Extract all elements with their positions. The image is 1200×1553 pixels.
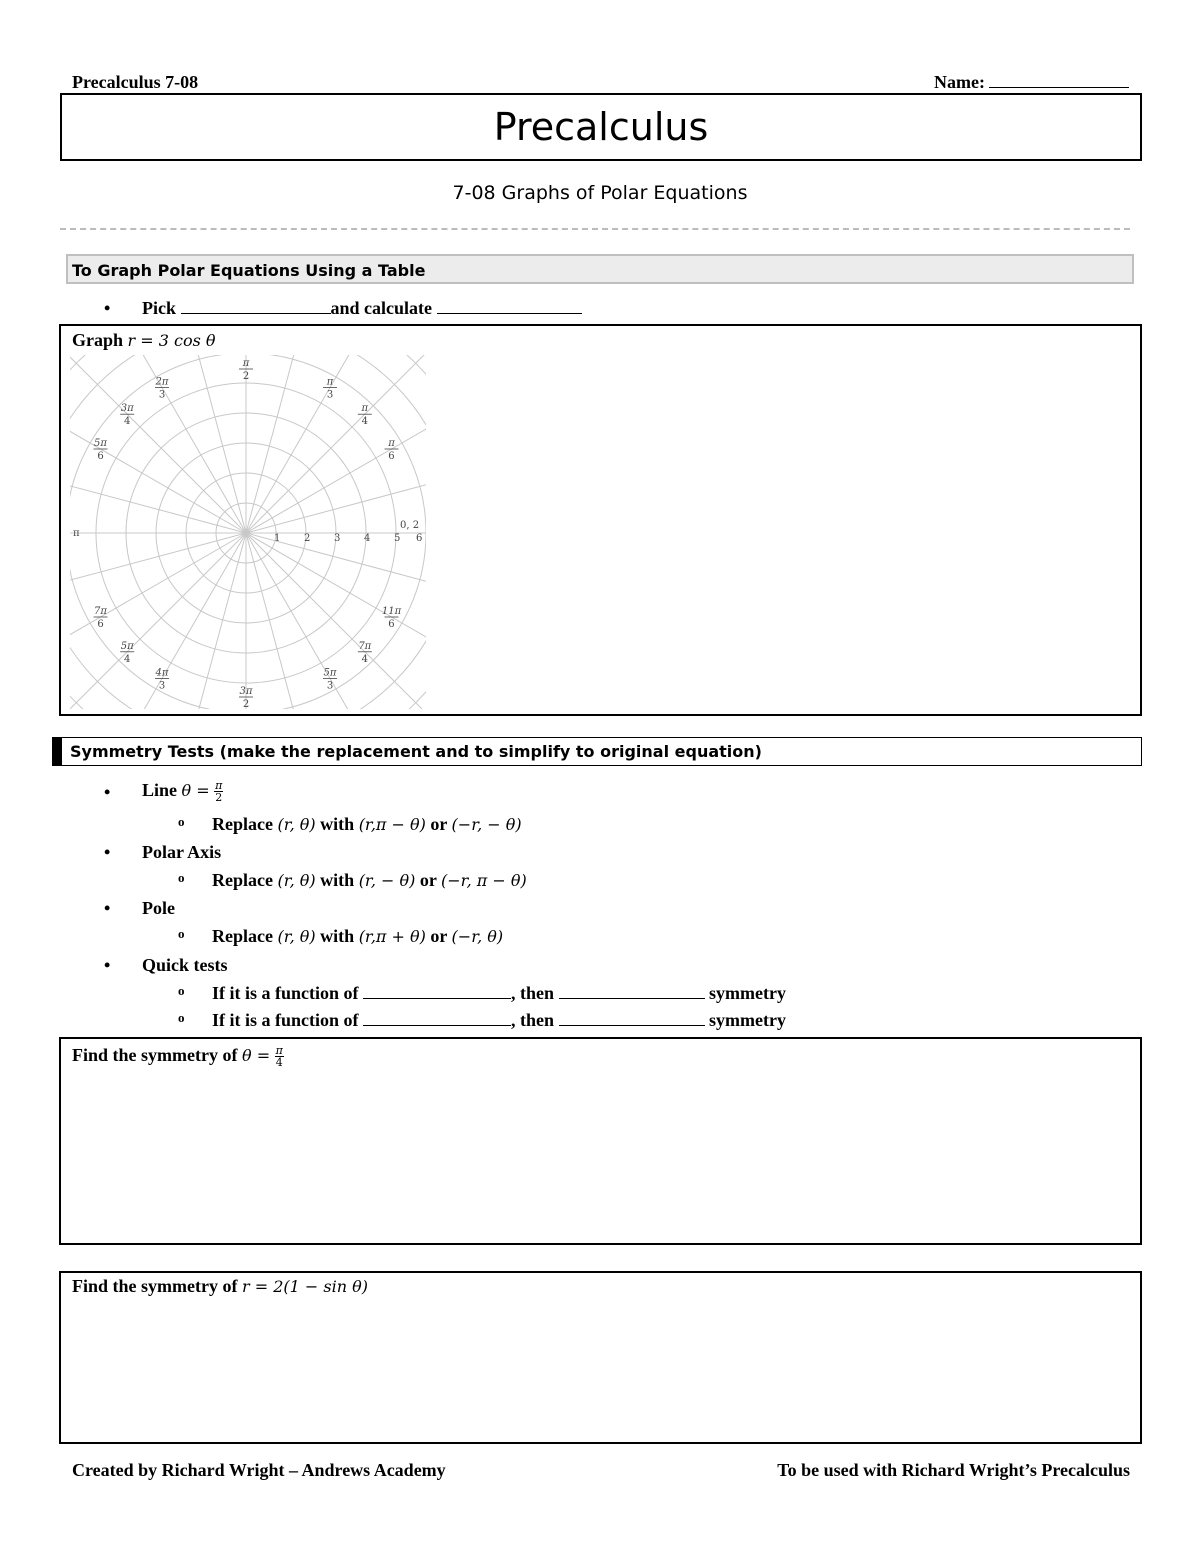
quick-then: , then	[511, 1010, 555, 1030]
with-word: with	[320, 814, 355, 834]
circle-bullet: o	[178, 870, 185, 885]
replace-to: (r,π + θ)	[358, 927, 426, 946]
angle-label-num: 5π	[120, 640, 134, 652]
angle-label	[382, 606, 402, 630]
angle-label-num: 7π	[358, 640, 372, 652]
quick-test-2	[212, 1010, 786, 1031]
replace-from: (r, θ)	[277, 815, 316, 834]
name-label: Name:	[934, 72, 985, 92]
angle-label-den: 6	[388, 451, 395, 462]
angle-label-num: 3π	[239, 686, 253, 697]
replace-to: (r,π − θ)	[358, 815, 426, 834]
angle-label-num: 5π	[323, 667, 337, 679]
name-blank[interactable]	[989, 73, 1129, 88]
circle-bullet: o	[178, 983, 185, 998]
pole-replace	[212, 926, 503, 947]
or-word: or	[430, 814, 448, 834]
angle-label-num: 7π	[94, 606, 107, 617]
name-field[interactable]	[934, 72, 1129, 93]
prompt-eq: r = 2(1 − sin θ)	[241, 1277, 368, 1296]
frac-num: π	[215, 779, 223, 793]
line-test	[142, 780, 223, 803]
angle-label-den: 4	[361, 416, 368, 428]
angle-label-num: π	[388, 438, 395, 449]
pick-label: Pick	[142, 298, 176, 318]
angle-label-num: 11π	[381, 606, 402, 617]
angle-label	[120, 403, 134, 427]
page-title: Precalculus	[60, 93, 1142, 161]
grid-ray	[246, 355, 426, 533]
angle-label	[94, 606, 108, 630]
angle-label-den: 4	[361, 653, 368, 665]
symmetry-blank-1[interactable]	[559, 984, 705, 999]
quick-test-1	[212, 983, 786, 1004]
pick-line	[142, 298, 582, 319]
circle-bullet: o	[178, 926, 185, 941]
quick-suffix: symmetry	[709, 1010, 786, 1030]
quick-tests-label: Quick tests	[142, 955, 228, 975]
bullet-dot: •	[104, 898, 111, 918]
angle-label-num: π	[326, 376, 334, 388]
quick-then: , then	[511, 983, 555, 1003]
angle-label-den: 3	[158, 680, 166, 692]
angle-label	[120, 641, 134, 665]
graph-label	[72, 330, 216, 351]
radial-tick-label: 6	[416, 533, 423, 544]
footer-credit: Created by Richard Wright – Andrews Academy	[72, 1460, 446, 1480]
prompt-prefix: Find the symmetry of	[72, 1276, 238, 1296]
with-word: with	[320, 870, 355, 890]
angle-label-den: 4	[124, 416, 131, 428]
calculate-blank[interactable]	[437, 299, 582, 314]
angle-label	[358, 403, 372, 427]
or-word: or	[419, 870, 437, 890]
course-code: Precalculus 7-08	[72, 72, 199, 92]
pi-angle-label: π	[73, 528, 80, 539]
replace-word: Replace	[212, 814, 273, 834]
angle-label-num: 4π	[155, 667, 169, 679]
angle-label-num: π	[242, 358, 250, 369]
function-blank-2[interactable]	[363, 1011, 511, 1026]
angle-label-den: 3	[158, 389, 166, 401]
angle-label	[358, 641, 372, 665]
radial-tick-label: 1	[274, 533, 281, 544]
quick-prefix: If it is a function of	[212, 1010, 359, 1030]
page-subtitle: 7-08 Graphs of Polar Equations	[452, 182, 748, 204]
or-word: or	[430, 926, 448, 946]
footer-usage: To be used with Richard Wright’s Precalculus	[777, 1460, 1130, 1480]
angle-label-den: 3	[326, 389, 334, 401]
prompt-fraction	[275, 1045, 284, 1068]
frac-den: 4	[275, 1056, 283, 1070]
replace-to: (r, − θ)	[358, 871, 416, 890]
quick-prefix: If it is a function of	[212, 983, 359, 1003]
angle-label-num: 3π	[120, 403, 134, 415]
bullet-dot: •	[104, 782, 111, 802]
replace-alt: (−r, − θ)	[451, 815, 522, 834]
replace-from: (r, θ)	[277, 871, 316, 890]
bullet-dot: •	[104, 298, 111, 318]
angle-label-den: 2	[242, 371, 250, 382]
angle-label-num: 2π	[155, 376, 169, 388]
radial-tick-label: 5	[394, 533, 401, 544]
angle-label	[94, 438, 108, 462]
replace-alt: (−r, θ)	[451, 927, 504, 946]
radial-tick-label: 3	[334, 533, 341, 544]
graph-equation: r = 3 cos θ	[127, 331, 216, 350]
prompt-eq: θ =	[241, 1046, 271, 1065]
frac-num: π	[275, 1044, 283, 1058]
radial-tick-label: 4	[364, 533, 371, 544]
pole-label: Pole	[142, 898, 175, 918]
quick-suffix: symmetry	[709, 983, 786, 1003]
line-fraction	[214, 780, 223, 803]
section-heading-symmetry: Symmetry Tests (make the replacement and to simplify to original equation)	[52, 737, 1142, 766]
angle-label	[384, 438, 398, 462]
angle-label-den: 6	[97, 451, 104, 462]
with-word: with	[320, 926, 355, 946]
zero-angle-label: 0, 2	[400, 520, 420, 531]
circle-bullet: o	[178, 814, 185, 829]
section-heading-table: To Graph Polar Equations Using a Table	[66, 254, 1134, 284]
angle-label-den: 2	[242, 699, 250, 709]
replace-from: (r, θ)	[277, 927, 316, 946]
frac-den: 2	[215, 791, 223, 805]
replace-word: Replace	[212, 870, 273, 890]
angle-label-den: 6	[388, 619, 395, 630]
polar-axis-label: Polar Axis	[142, 842, 222, 862]
angle-label-den: 4	[124, 653, 131, 665]
angle-label-num: π	[361, 403, 369, 415]
angle-label-den: 3	[326, 680, 334, 692]
prompt-prefix: Find the symmetry of	[72, 1045, 238, 1065]
graph-label-prefix: Graph	[72, 330, 124, 350]
angle-label-den: 6	[97, 619, 104, 630]
replace-alt: (−r, π − θ)	[441, 871, 527, 890]
polar-replace	[212, 870, 527, 891]
circle-bullet: o	[178, 1010, 185, 1025]
symmetry-theta-prompt	[72, 1045, 284, 1068]
pick-blank[interactable]	[181, 299, 331, 314]
and-calculate-label: and calculate	[330, 298, 432, 318]
bullet-dot: •	[104, 842, 111, 862]
line-replace	[212, 814, 522, 835]
replace-word: Replace	[212, 926, 273, 946]
symmetry-blank-2[interactable]	[559, 1011, 705, 1026]
divider	[60, 228, 1130, 230]
radial-tick-label: 2	[304, 533, 311, 544]
angle-label-num: 5π	[94, 438, 107, 449]
symmetry-r-prompt	[72, 1276, 368, 1297]
angle-label	[155, 377, 169, 401]
function-blank-1[interactable]	[363, 984, 511, 999]
line-label: Line	[142, 780, 178, 800]
pick-bullet	[104, 298, 110, 319]
line-eq: θ =	[181, 781, 210, 800]
polar-grid[interactable]	[70, 355, 426, 709]
bullet-dot: •	[104, 955, 111, 975]
